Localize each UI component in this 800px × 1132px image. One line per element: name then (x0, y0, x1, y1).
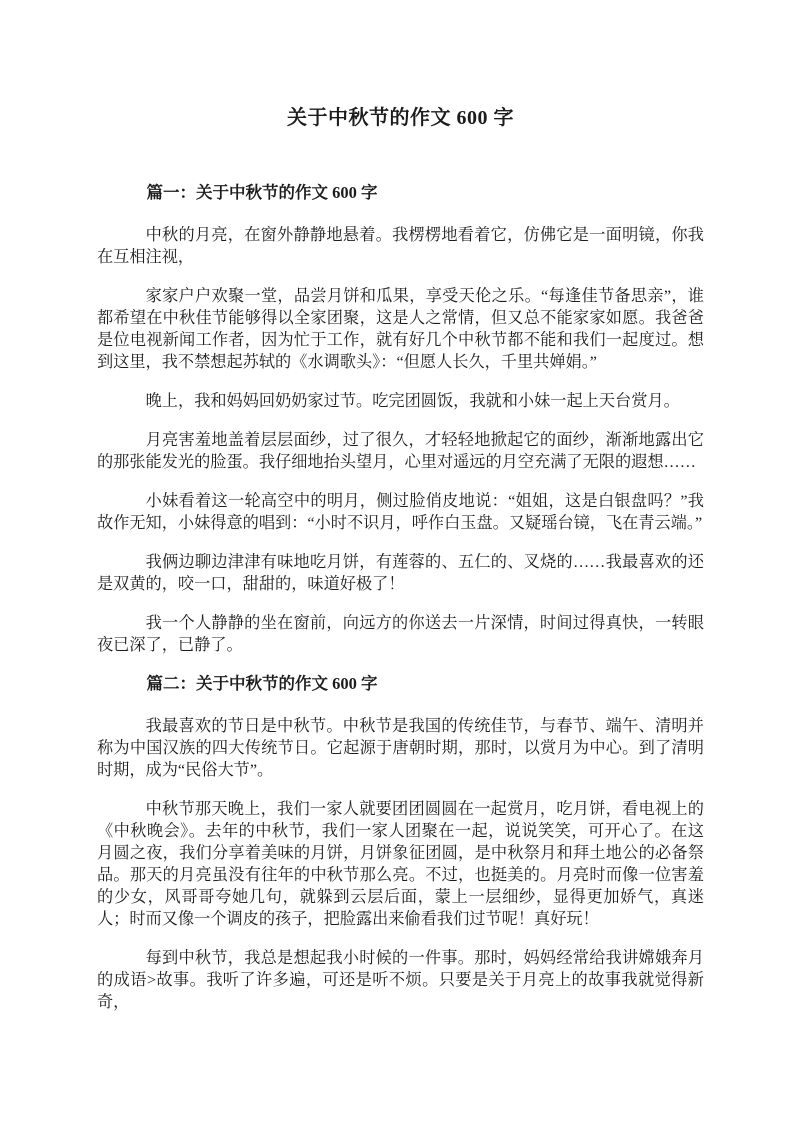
document-title: 关于中秋节的作文 600 字 (287, 107, 514, 129)
paragraph: 月亮害羞地盖着层层面纱，过了很久，才轻轻地掀起它的面纱，渐渐地露出它的那张能发光的脸蛋。我仔细地抬头望月，心里对遥远的月空充满了无限的遐想…… (97, 431, 704, 471)
paragraph: 小妹看着这一轮高空中的明月，侧过脸俏皮地说：“姐姐，这是白银盘吗？”我故作无知，小妹得意的唱到：“小时不识月，呼作白玉盘。又疑瑶台镜，飞在青云端。” (97, 492, 704, 532)
paragraph: 中秋节那天晚上，我们一家人就要团团圆圆在一起赏月，吃月饼，看电视上的《中秋晚会》。去年的中秋节，我们一家人团聚在一起，说说笑笑，可开心了。在这月圆之夜，我们分享着美味的月饼，月饼象征团圆，是中秋祭月和拜土地公的必备祭品。那天的月亮虽没有往年的中秋节那么亮。不过，也挺美的。月亮时而像一位害羞的少女，风哥哥夸她几句，就躲到云层后面，蒙上一层细纱，显得更加娇气，真迷人；时而又像一个调皮的孩子，把脸露出来偷看我们过节呢！真好玩！ (97, 800, 704, 928)
paragraph: 家家户户欢聚一堂，品尝月饼和瓜果，享受天伦之乐。“每逢佳节备思亲”，谁都希望在中秋佳节能够得以全家团聚，这是人之常情，但又总不能家家如愿。我爸爸是位电视新闻工作者，因为忙于工作，就有好几个中秋节都不能和我们一起度过。想到这里，我不禁想起苏轼的《水调歌头》：“但愿人长久，千里共婵娟。” (97, 287, 704, 371)
paragraph: 我俩边聊边津津有味地吃月饼，有莲蓉的、五仁的、叉烧的……我最喜欢的还是双黄的，咬一口，甜甜的，味道好极了！ (97, 553, 704, 593)
paragraph: 我一个人静静的坐在窗前，向远方的你送去一片深情，时间过得真快，一转眼夜已深了，已静了。 (97, 614, 704, 654)
paragraph: 我最喜欢的节日是中秋节。中秋节是我国的传统佳节，与春节、端午、清明并称为中国汉族的四大传统节日。它起源于唐朝时期，那时，以赏月为中心。到了清明时期，成为“民俗大节”。 (97, 717, 704, 779)
section-two-heading: 篇二：关于中秋节的作文 600 字 (146, 674, 378, 693)
paragraph: 每到中秋节，我总是想起我小时候的一件事。那时，妈妈经常给我讲嫦娥奔月的成语>故事。我听了许多遍，可还是听不烦。只要是关于月亮上的故事我就觉得新奇， (97, 949, 704, 1011)
essay-section-one (97, 182, 704, 656)
section-one-heading: 篇一：关于中秋节的作文 600 字 (146, 183, 378, 202)
paragraph: 晚上，我和妈妈回奶奶家过节。吃完团圆饭，我就和小妹一起上天台赏月。 (145, 392, 680, 410)
essay-section-two (97, 673, 704, 1013)
paragraph: 中秋的月亮，在窗外静静地悬着。我楞楞地看着它，仿佛它是一面明镜，你我在互相注视， (97, 226, 704, 266)
